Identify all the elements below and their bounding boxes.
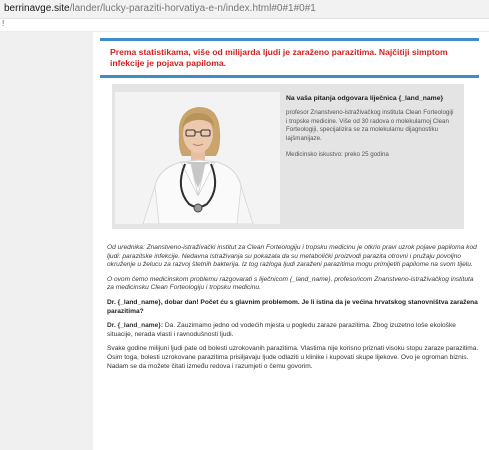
headline-text: Prema statistikama, više od milijarda ljudi je zaraženo parazitima. Najčitiji simptom infekcije je pojava papiloma. [110, 47, 448, 68]
left-gutter [0, 32, 93, 450]
closing-paragraph: Svake godine milijuni ljudi pate od bolesti uzrokovanih parazitima. Vlastima nije korisno priznati visoku stopu zaraze parazitima. Osim toga, bolesti uzrokovane parazitima prisiljavaju ljude odlaziti u klinike i kupovati skupe lijekove. Ovo je ogroman biznis. Nadam se da možete čitati između redova i razumjeti o čemu govorim. [107, 345, 479, 370]
article-page [93, 32, 489, 450]
doctor-portrait-illustration [115, 92, 280, 224]
address-bar[interactable] [0, 0, 489, 19]
strip-mark: ! [2, 19, 5, 28]
answer-speaker: Dr. {_land_name}: [107, 322, 164, 330]
headline-banner [100, 38, 479, 78]
editor-note: Od urednika: Znanstveno-istraživački institut za Clean Forteologiju i tropsku medicinu je otkrio pravi uzrok pojave papiloma kod ljudi: parazitske infekcije. Nedavna istraživanja su pokazala da su metabolički proizvodi parazita otrovni i pružaju povoljno okruženje u želucu za razvoj štetnih bakterija. Iz tog razloga ljudi zaraženi parazitima mogu primijetiti papilome na svom tijelu. [107, 244, 477, 269]
doctor-experience: Medicinsko iskustvo: preko 25 godina [286, 151, 389, 158]
url-domain: berrinavge.site [4, 3, 70, 14]
interview-answer [107, 322, 480, 339]
doctor-photo [115, 92, 280, 224]
url-path: /lander/lucky-paraziti-horvatiya-e-n/index.html#0#1#0#1 [69, 3, 316, 14]
toolbar-strip [0, 19, 489, 32]
doctor-info [286, 94, 456, 160]
interview-question: Dr. {_land_name}, dobar dan! Počet ću s glavnim problemom. Je li istina da je većina hrvatskog stanovništva zaražena parazitima? [107, 298, 478, 315]
doctor-card [112, 84, 464, 229]
intro-paragraph: O ovom ćemo medicinskom problemu razgovarati s liječnicom {_land_name}, profesoricom Znanstveno-istraživačkog instituta za medicinsku Clean Forteologiju i tropsku medicinu. [107, 275, 474, 292]
article-body [107, 244, 480, 377]
doctor-name: Na vaša pitanja odgovara liječnica {_land_name} [286, 95, 444, 102]
doctor-bio: profesor Znanstveno-istraživačkog instituta Clean Forteologiji i tropske medicine. Više od 30 radova o molekularnoj Clean Forteologiji, specijalizira se za molekularnu dijagnostiku lajšmanijaze. [286, 109, 454, 142]
answer-text: Da. Zauzimamo jedno od vodećih mjesta u pogledu zaraze parazitima. Zbog izuzetno loše ekološke situacije, nerada vlasti i ravnodušnosti ljudi. [107, 322, 456, 338]
